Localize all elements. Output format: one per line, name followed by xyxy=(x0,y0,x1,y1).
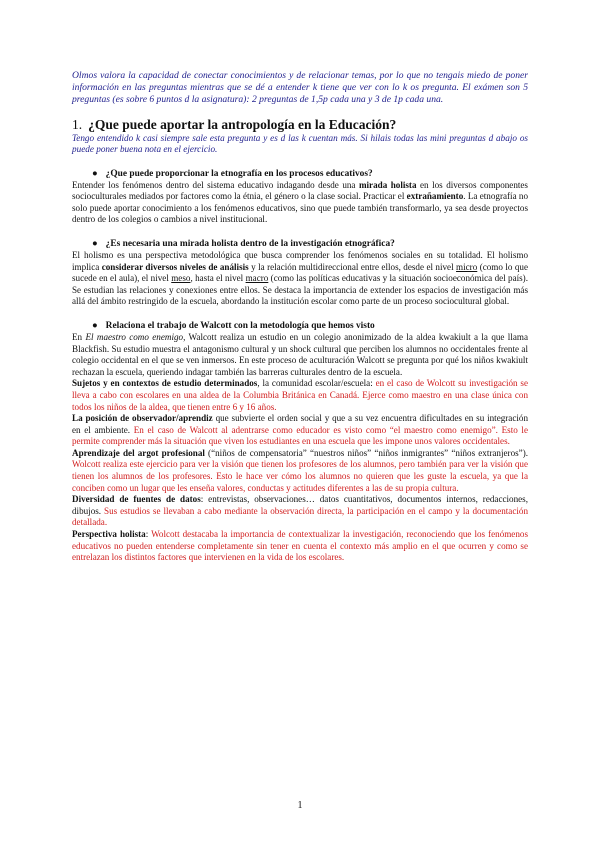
point-data-sources xyxy=(72,494,528,529)
highlighted-text: Wolcott realiza este ejercicio para ver la visión que tienen los profesores de los alumnos, pero también para ver la visión que tienen los alumnos de los profesores. Esto le hace ver cómo los alumnos no quieren que les guste la escuela, ya que la conciben como un lugar que les enseña valores, conductas y actitudes diferentes a las de su propia cultura. xyxy=(72,459,528,493)
question-2-answer xyxy=(72,250,528,308)
highlighted-text: Sus estudios se llevaban a cabo mediante la observación directa, la participación en el campo y la documentación detallada. xyxy=(72,505,528,528)
point-subjects xyxy=(72,378,528,413)
point-argot xyxy=(72,448,528,494)
point-observer xyxy=(72,413,528,448)
question-1-title: ¿Que puede proporcionar la etnografía en los procesos educativos? xyxy=(105,168,373,179)
point-holistic xyxy=(72,529,528,564)
bold-term: mirada holista xyxy=(358,179,417,190)
question-3-intro xyxy=(72,332,528,378)
text-run: en los diversos componentes socioculturales mediados por factores como la étnia, el género o la clase social. Practicar el xyxy=(72,179,528,202)
bold-term: La posición de observador/aprendiz xyxy=(72,413,213,424)
question-1-answer xyxy=(72,180,528,226)
bold-term: Diversidad de fuentes de datos xyxy=(72,494,201,505)
bold-term: Perspectiva holista xyxy=(72,529,146,540)
bullet-icon: ● xyxy=(92,238,98,249)
text-run: El holismo es una perspectiva metodológica que busca comprender los fenómenos sociales en su totalidad. El holismo implica xyxy=(72,249,528,272)
highlighted-text: en el caso de Wolcott su investigación se lleva a cabo con escolares en una aldea de la Columbia Británica en Canadá. Ejerce como maestro en una clase única con todos los niños de la aldea, que tienen entre 6 y 16 años. xyxy=(72,378,528,412)
highlighted-text: Wolcott destacaba la importancia de contextualizar la investigación, reconociendo que los fenómenos educativos no pueden entenderse completamente sin tener en cuenta el contexto más amplio en el que ocurren y como se entrelazan los distintos factores que intervienen en la vida de los escolares. xyxy=(72,529,528,563)
document-page xyxy=(72,70,528,564)
question-2-heading xyxy=(72,238,528,250)
bold-term: Sujetos y en contextos de estudio determinados xyxy=(72,378,258,389)
bullet-icon: ● xyxy=(92,320,98,331)
text-run: que subvierte el orden social y que a su vez encuentra dificultades en su integración en el ambiente. xyxy=(72,413,528,435)
text-run: : xyxy=(145,529,152,540)
text-run: , la comunidad escolar/escuela: xyxy=(257,378,376,389)
underlined-term: meso xyxy=(171,273,191,284)
section-heading xyxy=(72,117,528,133)
question-3-heading xyxy=(72,320,528,332)
book-title: El maestro como enemigo xyxy=(85,331,184,342)
section-title: ¿Que puede aportar la antropología en la Educación? xyxy=(88,116,397,132)
bullet-icon: ● xyxy=(92,168,98,179)
text-run: (como lo que sucede en el aula), el nivel xyxy=(72,261,528,284)
section-note: Tengo entendido k casi siempre sale esta pregunta y es d las k cuentan más. Si hilais todas las mini preguntas d abajo os puede poner buena nota en el ejercicio. xyxy=(72,132,528,155)
section-number: 1. xyxy=(72,116,83,132)
text-run: y la relación multidireccional entre ellos, desde el nivel xyxy=(248,261,457,272)
intro-note: Olmos valora la capacidad de conectar conocimientos y de relacionar temas, por lo que no tengais miedo de poner información en las preguntas mientras que se dé a entender k tiene que ver con lo k os pregunta. El exámen son 5 preguntas (es sobre 6 puntos d la asignatura): 2 preguntas de 1,5p cada una y 3 de 1p cada una. xyxy=(72,70,528,106)
question-1-heading xyxy=(72,168,528,180)
bold-term: extrañamiento xyxy=(406,191,464,202)
bold-term: Aprendizaje del argot profesional xyxy=(72,447,205,458)
text-run: (como las políticas educativas y la situación socioeconómica del país). Se estudian las relaciones y conexiones entre ellos. Se destaca la importancia de extender los espacios de investigación más allá del ámbito restringido de la escuela, abordando la institución escolar como parte de un proceso sociocultural global. xyxy=(72,273,528,307)
highlighted-text: En el caso de Walcott al adentrarse como educador es visto como “el maestro como enemigo”. Esto le permite comprender más la situación que viven los estudiantes en una escuela que les impone unos valores occidentales. xyxy=(72,424,528,447)
text-run: , hasta el nivel xyxy=(190,273,246,284)
bold-term: considerar diversos niveles de análisis xyxy=(101,261,249,272)
text-run: En xyxy=(72,331,86,342)
question-3-title: Relaciona el trabajo de Walcott con la metodología que hemos visto xyxy=(105,320,375,331)
text-run: : entrevistas, observaciones… datos cuantitativos, documentos internos, redacciones, dibujos. xyxy=(72,494,528,516)
underlined-term: micro xyxy=(456,261,478,272)
text-run: Entender los fenómenos dentro del sistema educativo indagando desde una xyxy=(72,179,359,190)
underlined-term: macro xyxy=(245,273,269,284)
question-2-title: ¿Es necesaria una mirada holista dentro de la investigación etnográfica? xyxy=(105,238,395,249)
text-run: , Walcott realiza un estudio en un colegio anonimizado de la aldea kwakiult a la que llama Blackfish. Su estudio muestra el antagonismo cultural y un shock cultural que perciben los alumnos no occidentales frente al colegio occidental en el que se ven inmersos. En este proceso de aculturación Walcott se pregunta por qué los niños kwakiult rechazan la escuela, queriendo indagar también las barreras culturales dentro de la escuela. xyxy=(72,331,528,377)
text-run: (“niños de compensatoria” “nuestros niños” “niños inmigrantes” “niños extranjeros”). xyxy=(204,447,528,458)
text-run: . La etnografía no solo puede aportar conocimiento a los fenómenos educativos, sino que puede también transformarlo, ya sea desde proyectos dentro de los colegios o cambios a nivel institucional. xyxy=(72,191,529,225)
page-number: 1 xyxy=(297,800,303,811)
